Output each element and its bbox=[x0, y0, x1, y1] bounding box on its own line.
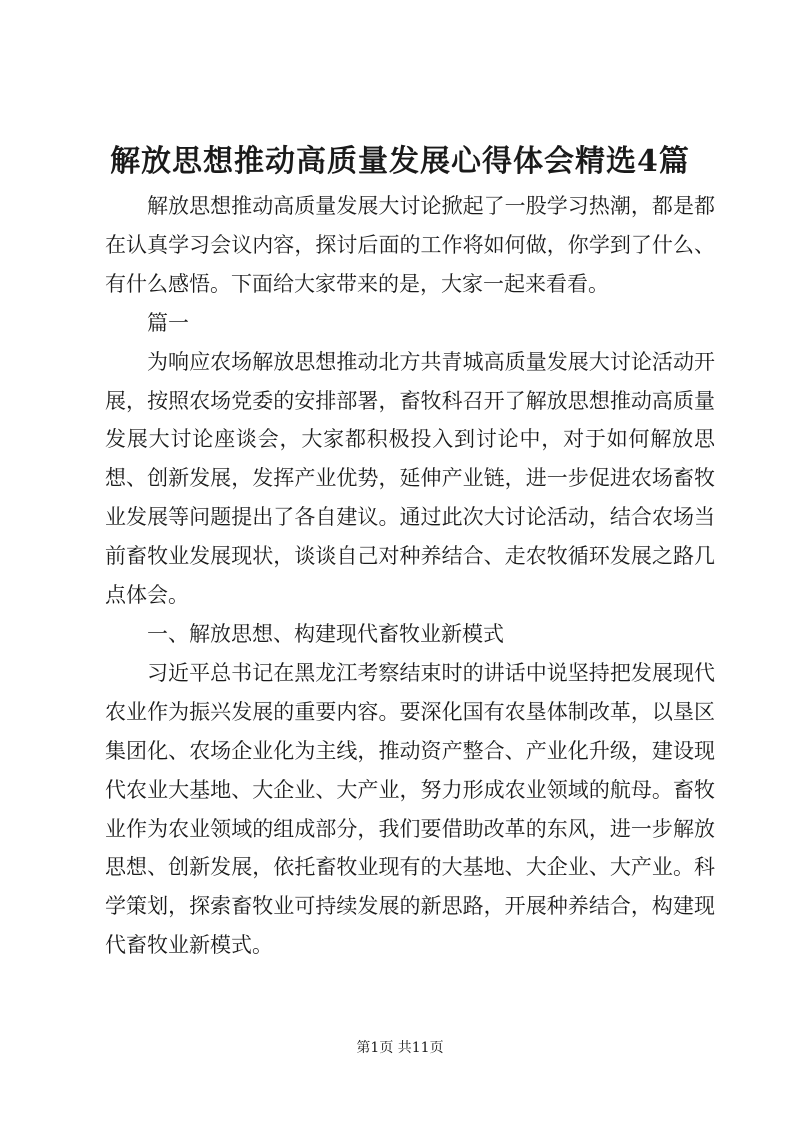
document-title: 解放思想推动高质量发展心得体会精选4篇 bbox=[110, 144, 690, 179]
paragraph-part-one-body: 为响应农场解放思想推动北方共青城高质量发展大讨论活动开展，按照农场党委的安排部署，畜牧科召开了解放思想推动高质量发展大讨论座谈会，大家都积极投入到讨论中，对于如何解放思想、创新发展，发挥产业优势，延伸产业链，进一步促进农场畜牧业发展等问题提出了各自建议。通过此次大讨论活动，结合农场当前畜牧业发展现状，谈谈自己对种养结合、走农牧循环发展之路几点体会。 bbox=[105, 349, 715, 608]
paragraph-subsection-one: 习近平总书记在黑龙江考察结束时的讲话中说坚持把发展现代农业作为振兴发展的重要内容。要深化国有农垦体制改革，以垦区集团化、农场企业化为主线，推动资产整合、产业化升级，建设现代农业大基地、大企业、大产业，努力形成农业领域的航母。畜牧业作为农业领域的组成部分，我们要借助改革的东风，进一步解放思想、创新发展，依托畜牧业现有的大基地、大企业、大产业。科学策划，探索畜牧业可持续发展的新思路，开展种养结合，构建现代畜牧业新模式。 bbox=[105, 660, 715, 958]
subheading-one: 一、解放思想、构建现代畜牧业新模式 bbox=[147, 621, 504, 646]
page-footer: 第1页 共11页 bbox=[356, 1040, 444, 1056]
section-heading-part-one: 篇一 bbox=[147, 310, 189, 335]
paragraph-intro: 解放思想推动高质量发展大讨论掀起了一股学习热潮，都是都在认真学习会议内容，探讨后面的工作将如何做，你学到了什么、有什么感悟。下面给大家带来的是，大家一起来看看。 bbox=[105, 194, 715, 296]
document-body bbox=[105, 187, 715, 965]
